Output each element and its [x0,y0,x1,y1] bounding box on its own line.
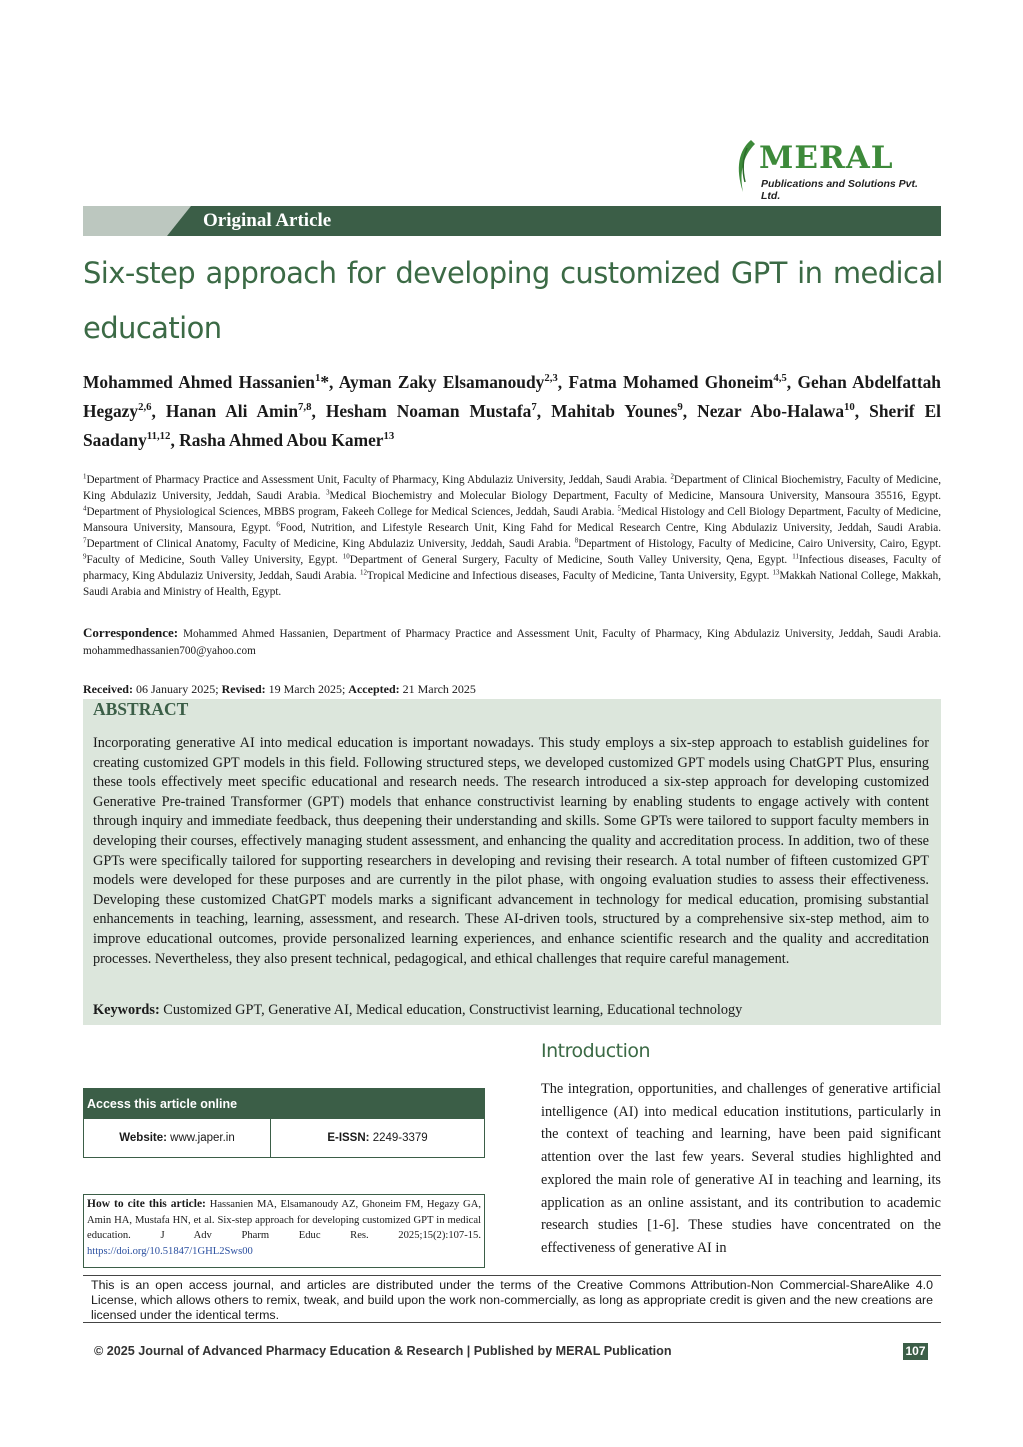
article-type-label: Original Article [203,210,332,231]
affiliation-text: Medical Biochemistry and Molecular Biology Department, Faculty of Medicine, Mansoura University, Mansoura 35516, Egypt. [329,490,942,502]
author-name: Sherif El Saadany [83,401,941,450]
author-name: Mohammed Ahmed Hassanien [83,372,315,392]
corresponding-mark: * [320,372,330,392]
affiliation-number: 10 [342,552,350,561]
author-name: Mahitab Younes [551,401,678,421]
author-name: Gehan Abdelfattah Hegazy [83,372,941,421]
correspondence-text: Mohammed Ahmed Hassanien, Department of Pharmacy Practice and Assessment Unit, Faculty of Pharmacy, King Abdulaziz University, Jeddah, Saudi Arabia. mohammedhassanien700@yahoo.com [83,628,941,657]
affiliation-text: Tropical Medicine and Infectious diseases, Faculty of Medicine, Tanta University, Egypt. [366,570,770,582]
banner-stripe [83,206,193,236]
author-name: Fatma Mohamed Ghoneim [568,372,774,392]
affiliation-number: 9 [83,552,87,561]
affiliation-number: 12 [359,568,367,577]
eissn-cell [271,1119,484,1157]
affiliation-text: Infectious diseases, Faculty of pharmacy, King Abdulaziz University, Jeddah, Saudi Arabia. [83,554,942,582]
affiliation-number: 5 [617,504,621,513]
affiliation-text: Faculty of Medicine, South Valley University, Egypt. [86,554,338,566]
article-title: Six-step approach for developing customized GPT in medical education [83,256,943,345]
affiliation-number: 6 [276,520,280,529]
affiliation-text: Department of Clinical Anatomy, Faculty of Medicine, King Abdulaziz University, Jeddah, Saudi Arabia. [86,538,571,550]
affiliation-number: 2 [670,472,674,481]
affiliation-text: Makkah National College, Makkah, Saudi Arabia and Ministry of Health, Egypt. [83,570,942,598]
introduction-text: The integration, opportunities, and challenges of generative artificial intelligence (AI) into medical education institutions, particularly in the context of teaching and learning, have been paid significant attention over the last few years. Several studies highlighted and explored the main role of generative AI in teaching and learning, its application as an online assistant, and its contribution to academic research studies [1-6]. These studies have concentrated on the effectiveness of generative AI in [541,1081,941,1256]
author-affiliation-mark: 13 [383,430,395,443]
author-name: Rasha Ahmed Abou Kamer [179,430,384,450]
affiliation-text: Department of Pharmacy Practice and Assessment Unit, Faculty of Pharmacy, King Abdulaziz University, Jeddah, Saudi Arabia. [86,474,668,486]
accepted-date: 21 March 2025 [402,682,476,696]
affiliation-number: 11 [792,552,799,561]
author-name: Hanan Ali Amin [165,401,299,421]
abstract-heading: ABSTRACT [93,699,189,719]
author-name: Ayman Zaky Elsamanoudy [338,372,545,392]
affiliation-text: Medical Histology and Cell Biology Department, Faculty of Medicine, Mansoura University, Mansoura, Egypt. [83,506,942,534]
article-dates [83,682,683,697]
logo-name: MERAL [759,140,894,176]
affiliation-number: 4 [83,504,87,513]
author-affiliation-mark: 4,5 [773,372,787,385]
affiliation-number: 13 [772,568,780,577]
affiliation-number: 8 [574,536,579,545]
keywords [93,1002,929,1019]
author-affiliation-mark: 7 [531,401,537,414]
author-affiliation-mark: 10 [844,401,855,414]
affiliations [83,472,941,600]
revised-date: 19 March 2025; [268,682,346,696]
correspondence [83,624,941,660]
affiliation-number: 7 [83,536,87,545]
received-date: 06 January 2025; [135,682,219,696]
eissn-value: 2249-3379 [372,1132,428,1144]
abstract-text: Incorporating generative AI into medical education is important nowadays. This study employs a six-step approach to establish guidelines for creating customized GPT models in this field. Following structured steps, we developed customized GPT models using ChatGPT Plus, ensuring these tools effectively meet specific educational and research needs. The research introduced a six-step approach for developing customized Generative Pre-trained Transformer (GPT) models that enhance constructivist learning by enabling students to engage actively with content through inquiry and immediate feedback, thus deepening their understanding and skills. Some GPTs were tailored to support faculty members in developing their courses, effectively managing student assessment, and enhancing the quality and accreditation process. In addition, two of these GPTs were specifically tailored for supporting researchers in developing and revising their research. A total number of fifteen customized GPT models were developed for these purposes and are currently in the pilot phase, with ongoing evaluation studies to assess their effectiveness. Developing these customized ChatGPT models marks a significant advancement in technology for medical education, promising substantial enhancements in teaching, learning, assessment, and research. These AI-driven tools, structured by a comprehensive six-step method, aim to improve educational outcomes, provide personalized learning experiences, and enhance scientific research and the quality and accreditation processes. Nevertheless, they also present technical, pedagogical, and ethical challenges that require careful management. [93,735,929,967]
publisher-logo [733,138,933,202]
author-affiliation-mark: 11,12 [146,430,171,443]
affiliation-number: 3 [326,488,330,497]
affiliation-number: 1 [83,472,87,481]
website-cell [84,1119,271,1157]
author-affiliation-mark: 7,8 [298,401,312,414]
affiliation-text: Department of Histology, Faculty of Medicine, Cairo University, Cairo, Egypt. [578,538,941,550]
page-number: 107 [903,1343,928,1360]
doi-link[interactable]: https://doi.org/10.51847/1GHL2Sws00 [87,1245,253,1257]
affiliation-text: Department of Physiological Sciences, MBBS program, Fakeeh College for Medical Sciences, Jeddah, Saudi Arabia. [86,506,615,518]
affiliation-text: Food, Nutrition, and Lifestyle Research Unit, King Fahd for Medical Research Centre, King Abdulaziz University, Jeddah, Saudi Arabia. [279,522,941,534]
author-name: Hesham Noaman Mustafa [325,401,532,421]
citation-text: Hassanien MA, Elsamanoudy AZ, Ghoneim FM, Hegazy GA, Amin HA, Mustafa HN, et al. Six-step approach for developing customized GPT in medical education. J Adv Pharm Educ Res. 2025;15(2):107-15. [87,1199,481,1241]
received-label: Received: [83,682,133,696]
accepted-label: Accepted: [348,682,400,696]
website-link[interactable]: www.japer.in [170,1132,235,1144]
keywords-label: Keywords: [93,1002,160,1018]
license-notice: This is an open access journal, and articles are distributed under the terms of the Creative Commons Attribution-Non Commercial-ShareAlike 4.0 License, which allows others to remix, tweak, and build upon the work non-commercially, as long as appropriate credit is given and the new creations are licensed under the identical terms. [83,1275,941,1323]
author-affiliation-mark: 1 [314,372,321,385]
eissn-label: E-ISSN: [327,1132,370,1144]
introduction-heading: Introduction [541,1040,651,1062]
keywords-text: Customized GPT, Generative AI, Medical education, Constructivist learning, Educational technology [163,1002,743,1018]
author-name: Nezar Abo-Halawa [697,401,845,421]
revised-label: Revised: [221,682,266,696]
access-online-box [83,1088,485,1158]
logo-subtitle: Publications and Solutions Pvt. Ltd. [761,178,918,202]
abstract-box [83,699,941,1025]
affiliation-text: Department of Clinical Biochemistry, Faculty of Medicine, King Abdulaziz University, Jeddah, Saudi Arabia. [83,474,941,502]
access-heading: Access this article online [84,1089,484,1119]
footer-text: © 2025 Journal of Advanced Pharmacy Education & Research | Published by MERAL Publication [94,1344,672,1358]
author-affiliation-mark: 9 [677,401,683,414]
correspondence-label: Correspondence: [83,625,179,640]
author-affiliation-mark: 2,6 [138,401,152,414]
affiliation-text: Department of General Surgery, Faculty of Medicine, South Valley University, Qena, Egypt. [349,554,788,566]
website-label: Website: [119,1132,167,1144]
author-affiliation-mark: 2,3 [544,372,558,385]
author-list: Mohammed Ahmed Hassanien$^1$*, Ayman Zaky Elsamanoudy$^{2,3}$, Fatma Mohamed Ghoneim$^{4,5}$, Gehan Abdelfattah Hegazy$^{2,6}$, Hanan Ali Amin$^{7,8}$, Hesham Noaman Mustafa$^7$, Mahitab Younes$^9$, Nezar Abo-Halawa$^{10}$, Sherif El Saadany$^{11,12}$, Rasha Ahmed Abou Kamer$^{13}$ [83,372,941,450]
citation-box [83,1194,485,1268]
citation-label: How to cite this article: [87,1198,206,1210]
